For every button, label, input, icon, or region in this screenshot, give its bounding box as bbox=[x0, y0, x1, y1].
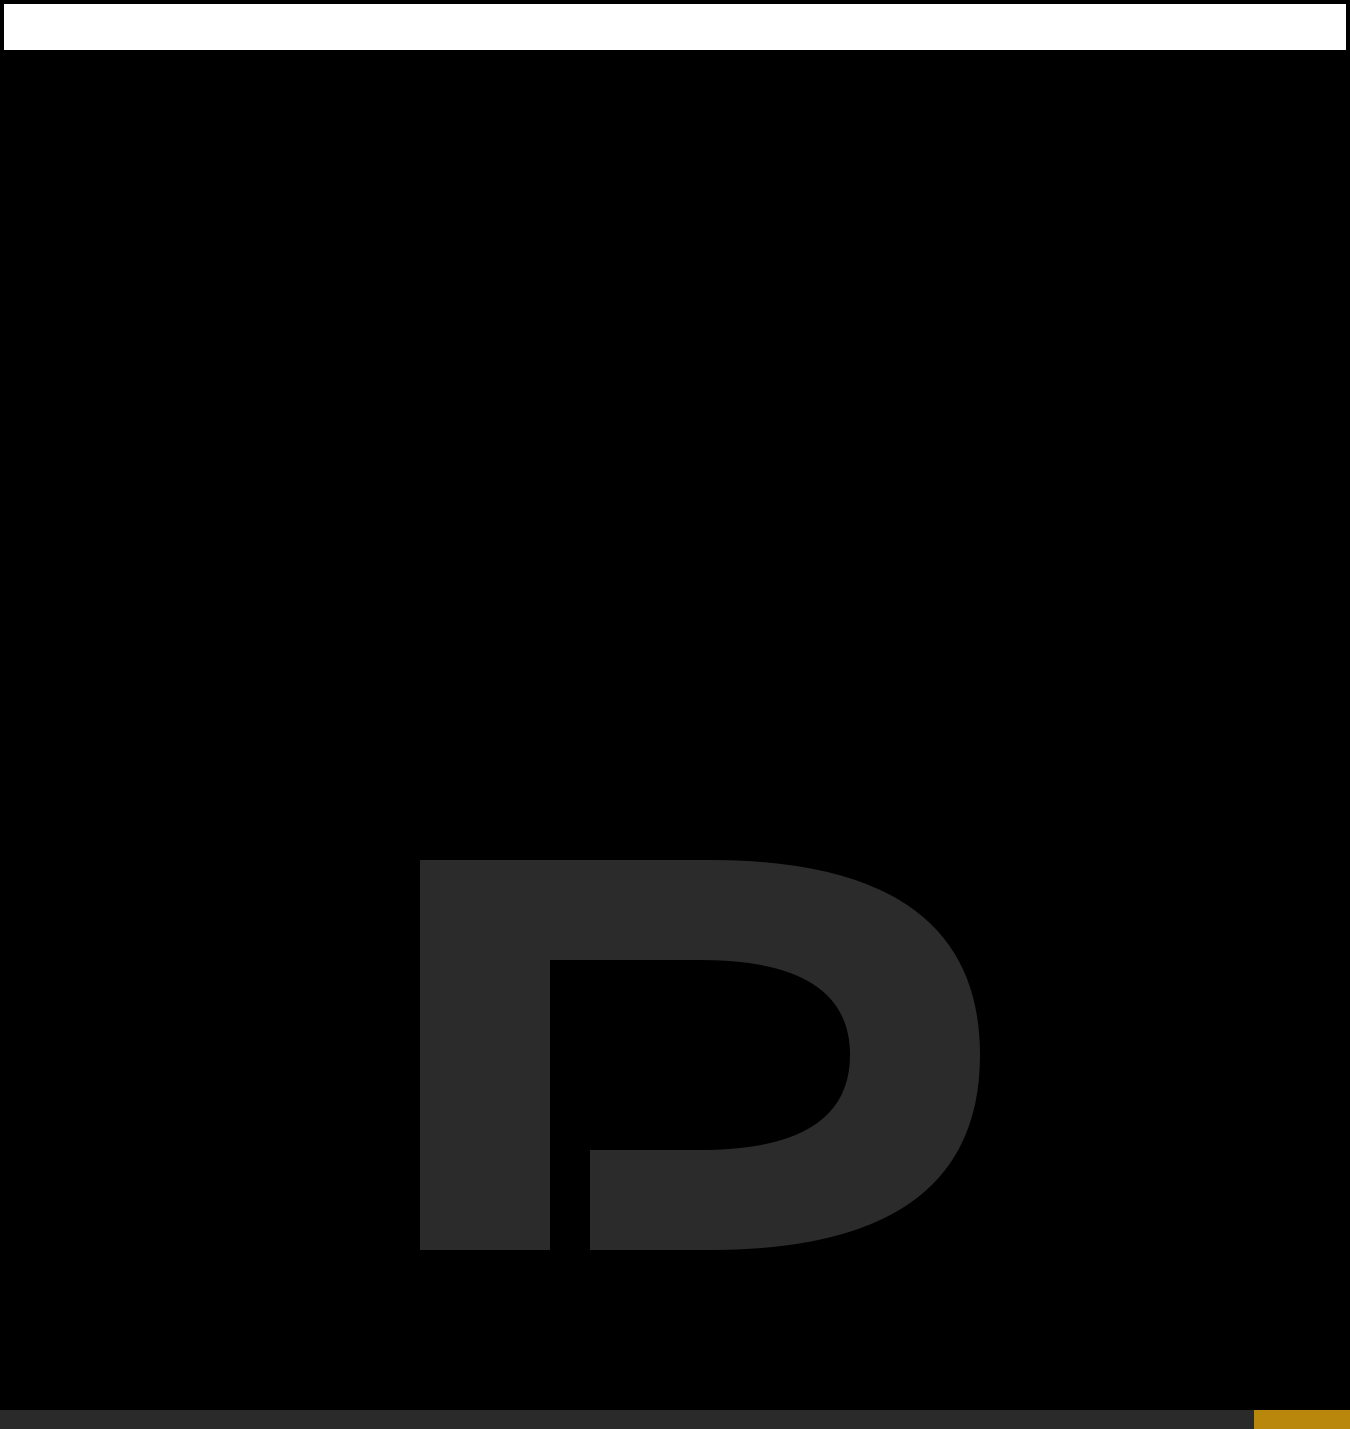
title-bar bbox=[4, 4, 1346, 50]
caption-bar bbox=[0, 1410, 1350, 1429]
site-link[interactable] bbox=[1254, 1410, 1350, 1429]
table-body-grid bbox=[4, 306, 1346, 1410]
